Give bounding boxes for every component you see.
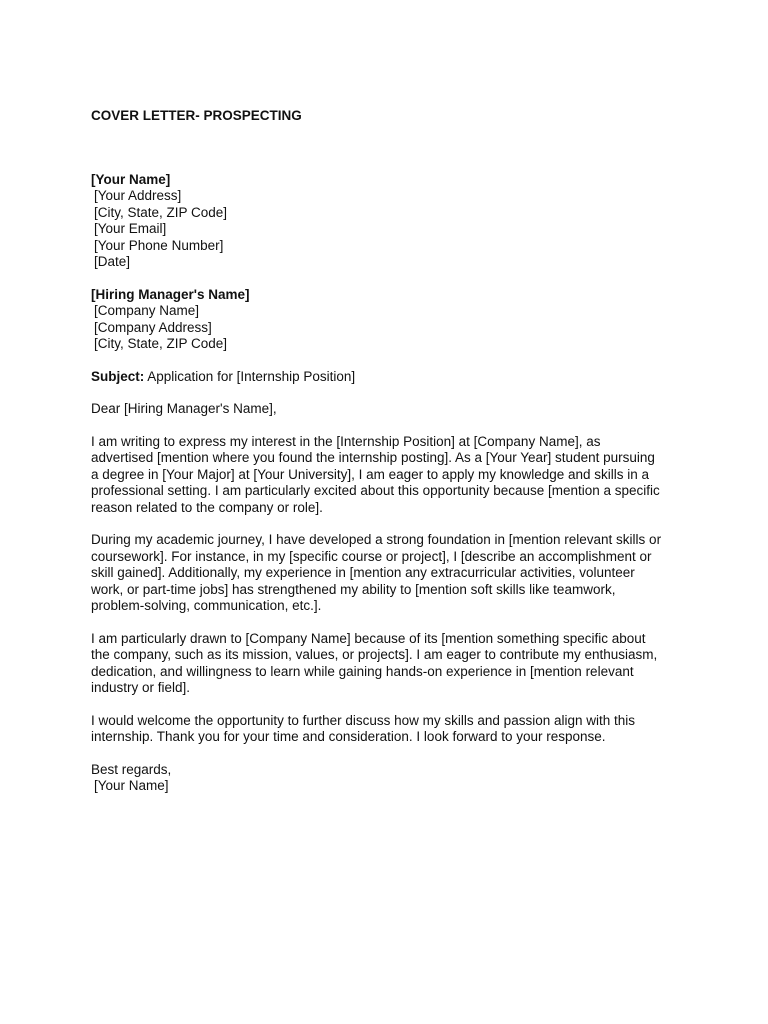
- sender-date: [Date]: [94, 254, 131, 269]
- salutation: [91, 401, 691, 418]
- sender-phone: [Your Phone Number]: [94, 237, 224, 253]
- paragraph-4: [91, 713, 691, 746]
- paragraph-1: [91, 434, 691, 517]
- paragraph-line: advertised [mention where you found the internship posting]. As a [Your Year] student pursuing: [91, 450, 655, 465]
- closing-block: [91, 762, 691, 795]
- recipient-block: [91, 287, 691, 353]
- subject-text: Application for [Internship Position]: [144, 368, 356, 384]
- recipient-company-address: [Company Address]: [94, 319, 212, 335]
- paragraph-line: professional setting. I am particularly excited about this opportunity because [mention a specific: [91, 483, 660, 498]
- paragraph-line: I am writing to express my interest in the [Internship Position] at [Company Name], as: [91, 433, 601, 449]
- paragraph-line: the company, such as its mission, values, or projects]. I am eager to contribute my enthusiasm,: [91, 647, 658, 662]
- salutation-text: Dear [Hiring Manager's Name],: [91, 401, 277, 416]
- recipient-city-state-zip: [City, State, ZIP Code]: [94, 336, 228, 351]
- paragraph-line: I would welcome the opportunity to further discuss how my skills and passion align with this: [91, 712, 636, 728]
- subject-label: Subject:: [91, 368, 145, 384]
- sender-name: [Your Name]: [91, 171, 171, 187]
- paragraph-line: industry or field].: [91, 680, 191, 695]
- recipient-company: [Company Name]: [94, 303, 200, 318]
- paragraph-line: coursework]. For instance, in my [specific course or project], I [describe an accomplishment or: [91, 548, 652, 564]
- sender-block: [91, 172, 691, 271]
- closing-name: [Your Name]: [94, 778, 169, 793]
- paragraph-line: work, or part-time jobs] has strengthened my ability to [mention soft skills like teamwork,: [91, 581, 616, 597]
- paragraph-line: problem-solving, communication, etc.].: [91, 598, 322, 613]
- sender-email: [Your Email]: [94, 221, 167, 236]
- paragraph-line: dedication, and willingness to learn while gaining hands-on experience in [mention relevant: [91, 663, 634, 679]
- paragraph-line: skill gained]. Additionally, my experience in [mention any extracurricular activities, volunteer: [91, 565, 635, 580]
- paragraph-line: reason related to the company or role].: [91, 499, 323, 515]
- recipient-name: [Hiring Manager's Name]: [91, 286, 250, 302]
- paragraph-line: a degree in [Your Major] at [Your University], I am eager to apply my knowledge and skills in a: [91, 466, 650, 482]
- paragraph-3: [91, 631, 691, 697]
- letter-body: [91, 108, 691, 795]
- subject-line: [91, 369, 691, 386]
- paragraph-2: [91, 532, 691, 615]
- sender-address: [Your Address]: [94, 188, 182, 203]
- paragraph-line: I am particularly drawn to [Company Name] because of its [mention something specific about: [91, 630, 646, 646]
- paragraph-line: During my academic journey, I have developed a strong foundation in [mention relevant skills or: [91, 532, 662, 547]
- document-title: COVER LETTER- PROSPECTING: [91, 108, 302, 123]
- closing-phrase: Best regards,: [91, 761, 172, 777]
- sender-city-state-zip: [City, State, ZIP Code]: [94, 204, 228, 220]
- paragraph-line: internship. Thank you for your time and consideration. I look forward to your response.: [91, 729, 606, 744]
